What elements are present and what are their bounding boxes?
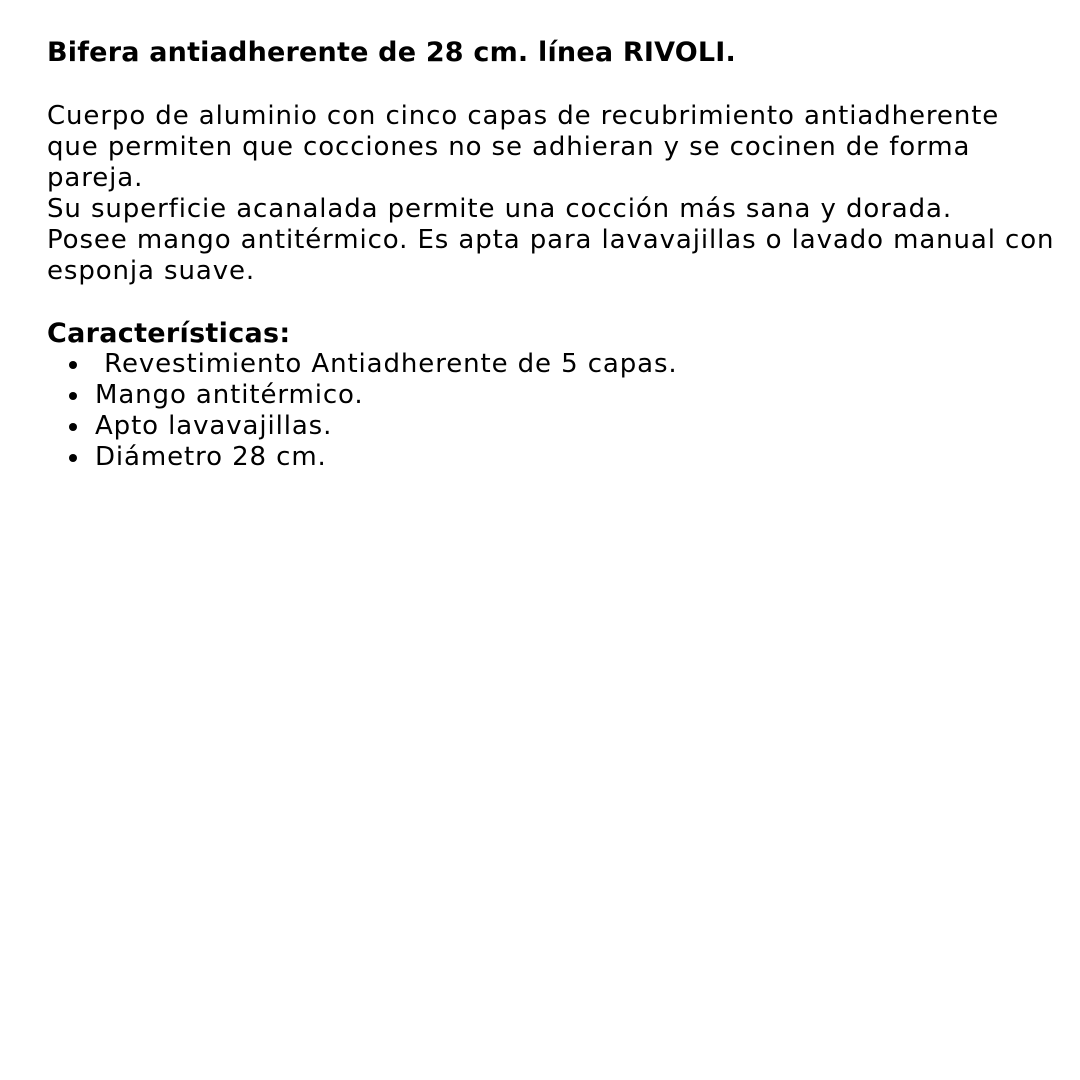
feature-text: Diámetro 28 cm. (95, 442, 327, 472)
features-heading: Características: (47, 318, 291, 349)
list-item (69, 411, 1057, 442)
description-paragraph: Posee mango antitérmico. Es apta para lavavajillas o lavado manual con esponja suave. (47, 225, 1055, 286)
bullet-icon (69, 392, 77, 400)
product-description (47, 36, 1057, 473)
features-list (47, 349, 1057, 473)
feature-text: Mango antitérmico. (95, 380, 364, 410)
feature-text: Revestimiento Antiadherente de 5 capas. (95, 349, 678, 379)
product-title: Bifera antiadherente de 28 cm. línea RIVOLI. (47, 37, 736, 68)
list-item (69, 442, 1057, 473)
bullet-icon (69, 361, 77, 369)
description-paragraph: Su superficie acanalada permite una cocción más sana y dorada. (47, 194, 953, 224)
description-block (47, 101, 1057, 287)
description-paragraph: Cuerpo de aluminio con cinco capas de recubrimiento antiadherente que permiten que cocciones no se adhieran y se cocinen de forma pareja. (47, 101, 1000, 193)
list-item (69, 349, 1057, 380)
bullet-icon (69, 454, 77, 462)
bullet-icon (69, 423, 77, 431)
list-item (69, 380, 1057, 411)
feature-text: Apto lavavajillas. (95, 411, 333, 441)
